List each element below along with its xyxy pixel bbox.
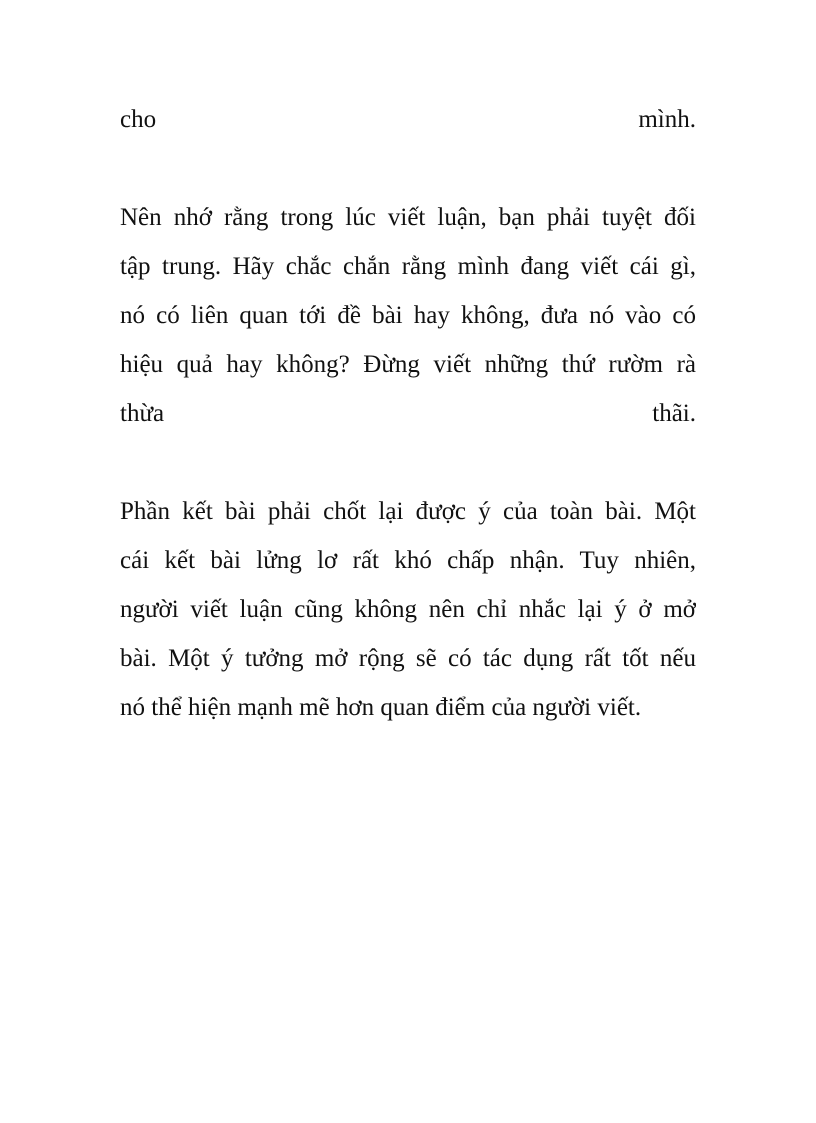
paragraph-line: cái kết bài lửng lơ rất khó chấp nhận. Tuy nhiên, (120, 547, 696, 574)
paragraph-line: nó có liên quan tới đề bài hay không, đưa nó vào có (120, 302, 696, 329)
paragraph-2 (120, 193, 696, 438)
paragraph-line: hiệu quả hay không? Đừng viết những thứ rườm rà (120, 351, 696, 378)
paragraph-line: tập trung. Hãy chắc chắn rằng mình đang viết cái gì, (120, 253, 696, 280)
paragraph-line: Nên nhớ rằng trong lúc viết luận, bạn phải tuyệt đối (120, 204, 696, 231)
paragraph-line: nó thể hiện mạnh mẽ hơn quan điểm của người viết. (120, 694, 642, 721)
paragraph-3 (120, 487, 696, 732)
paragraph-1 (120, 95, 696, 144)
paragraph-line: cho mình. (120, 106, 696, 133)
paragraph-line: thừa thãi. (120, 400, 696, 427)
paragraph-line: bài. Một ý tưởng mở rộng sẽ có tác dụng rất tốt nếu (120, 645, 696, 672)
paragraph-line: Phần kết bài phải chốt lại được ý của toàn bài. Một (120, 498, 696, 525)
paragraph-line: người viết luận cũng không nên chỉ nhắc lại ý ở mở (120, 596, 696, 623)
